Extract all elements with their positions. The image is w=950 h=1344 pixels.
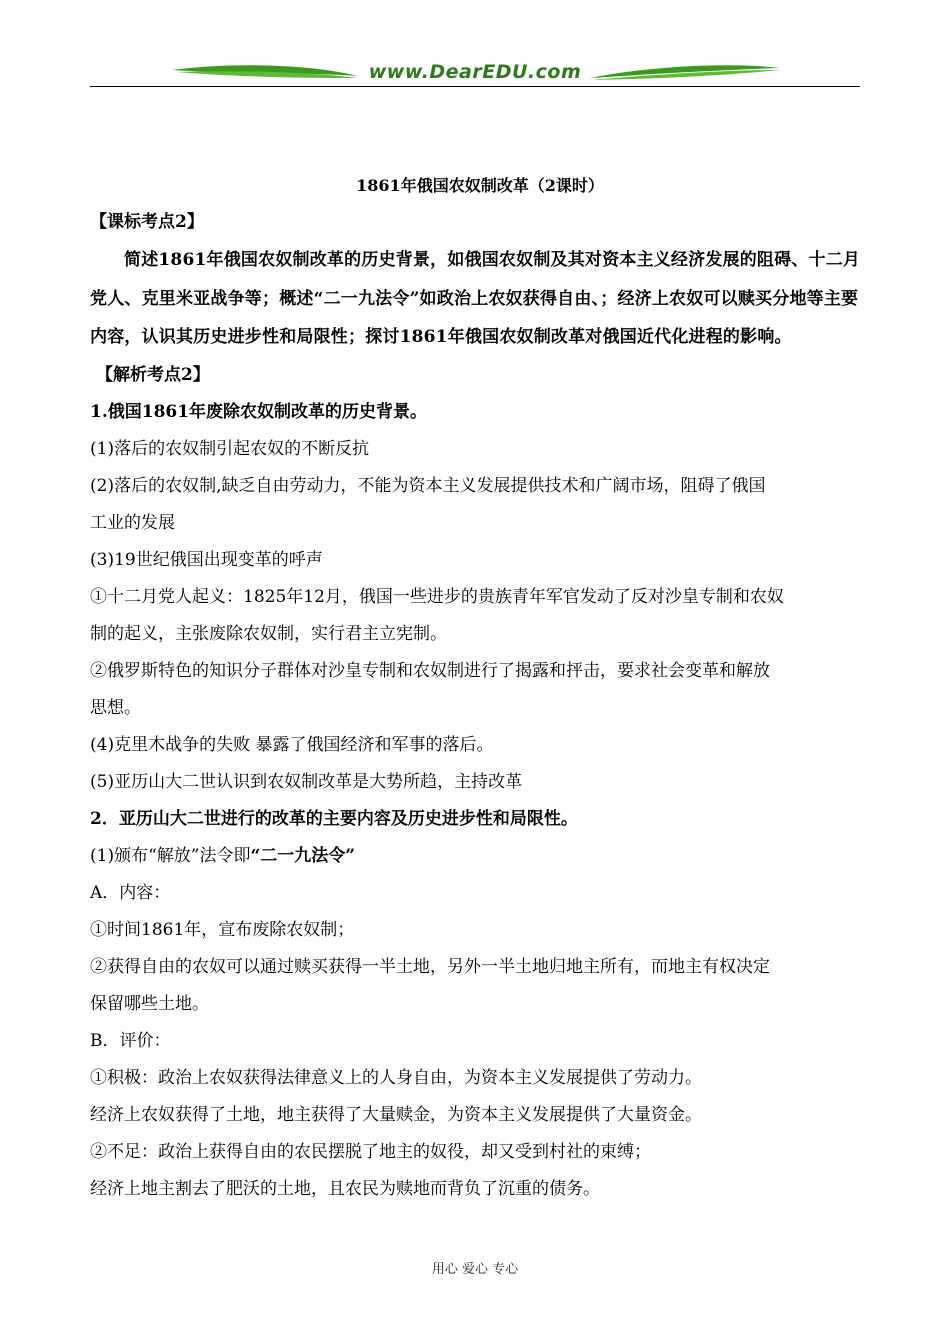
curriculum-paragraph: 简述1861年俄国农奴制改革的历史背景，如俄国农奴制及其对资本主义经济发展的阻碍、十二月党人、克里米亚战争等；概述“二一九法令”如政治上农奴获得自由、；经济上农奴可以赎买分地等主要内容，认识其历史进步性和局限性；探讨1861年俄国农奴制改革对俄国近代化进程的影响。: [90, 250, 861, 347]
list-item: 经济上农奴获得了土地，地主获得了大量赎金，为资本主义发展提供了大量资金。: [90, 1104, 702, 1125]
page-title: 1861年俄国农奴制改革（2课时）: [356, 176, 604, 195]
list-item: ②不足：政治上获得自由的农民摆脱了地主的奴役，却又受到村社的束缚；: [90, 1141, 651, 1162]
decree-prefix: (1)颁布“解放”法令即: [90, 845, 251, 866]
list-item: ①积极：政治上农奴获得法律意义上的人身自由，为资本主义发展提供了劳动力。: [90, 1067, 702, 1088]
question-2-title: 2．亚历山大二世进行的改革的主要内容及历史进步性和局限性。: [90, 808, 578, 829]
list-item: (4)克里木战争的失败 暴露了俄国经济和军事的落后。: [90, 734, 494, 755]
list-item: 制的起义，主张废除农奴制，实行君主立宪制。: [90, 623, 447, 644]
site-logo-text: www.DearEDU.com: [368, 61, 582, 83]
list-item: (5)亚历山大二世认识到农奴制改革是大势所趋，主持改革: [90, 771, 523, 792]
decree-line: [90, 838, 870, 875]
list-item: 工业的发展: [90, 512, 175, 533]
list-item: A．内容：: [90, 882, 171, 903]
page-footer: 用心 爱心 专心: [431, 1262, 519, 1277]
decree-name: “二一九法令”: [250, 845, 356, 866]
list-item: 保留哪些土地。: [90, 993, 209, 1014]
list-item: ①十二月党人起义：1825年12月，俄国一些进步的贵族青年军官发动了反对沙皇专制和农奴: [90, 586, 784, 607]
list-item: (3)19世纪俄国出现变革的呼声: [90, 549, 323, 570]
list-item: 思想。: [90, 697, 141, 718]
list-item: ②俄罗斯特色的知识分子群体对沙皇专制和农奴制进行了揭露和抨击，要求社会变革和解放: [90, 660, 770, 681]
list-item: (1)落后的农奴制引起农奴的不断反抗: [90, 438, 370, 459]
list-item: ①时间1861年，宣布废除农奴制；: [90, 919, 355, 940]
header-divider: [90, 86, 860, 87]
list-item: (2)落后的农奴制,缺乏自由劳动力，不能为资本主义发展提供技术和广阔市场，阻碍了俄国: [90, 475, 766, 496]
question-1-title: 1.俄国1861年废除农奴制改革的历史背景。: [90, 401, 428, 422]
document-body: [90, 168, 870, 1208]
list-item: 经济上地主割去了肥沃的土地，且农民为赎地而背负了沉重的债务。: [90, 1178, 600, 1199]
section-heading-analysis: 【解析考点2】: [96, 364, 210, 385]
section-heading-curriculum: 【课标考点2】: [90, 212, 204, 232]
list-item: B．评价：: [90, 1030, 171, 1051]
list-item: ②获得自由的农奴可以通过赎买获得一半土地，另外一半土地归地主所有，而地主有权决定: [90, 956, 770, 977]
